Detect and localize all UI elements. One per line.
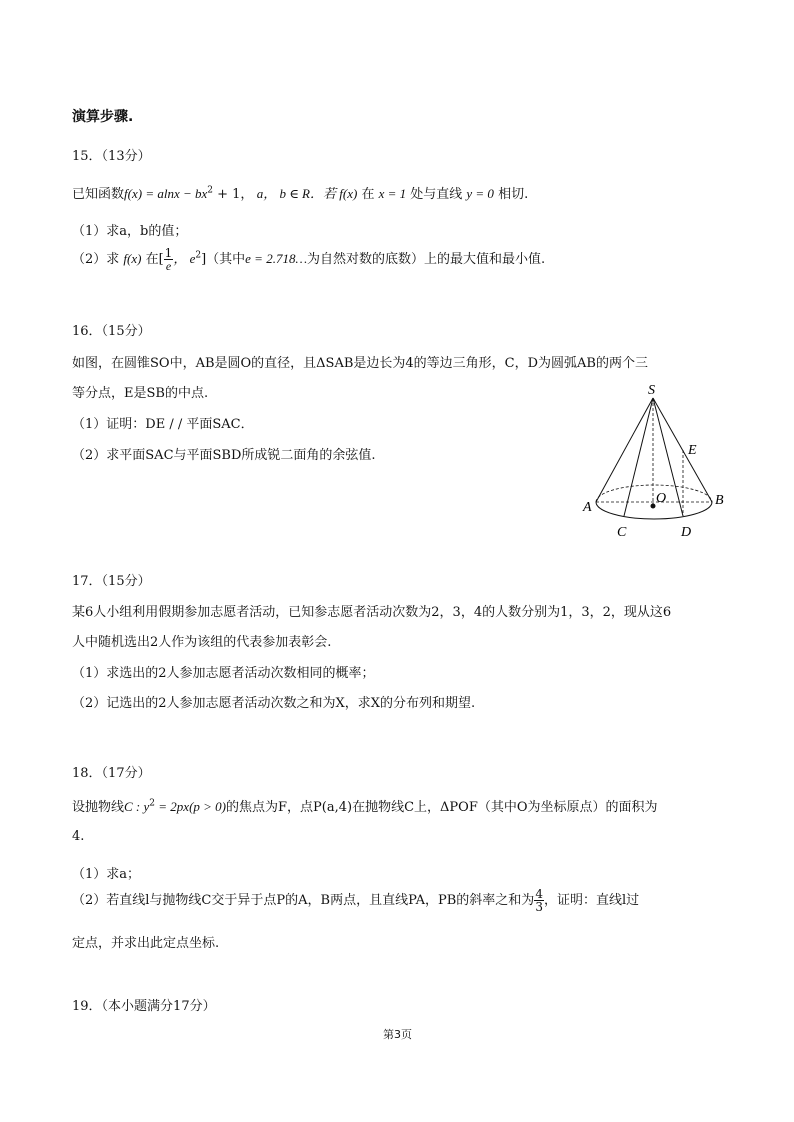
q17-line1: 某6人小组利用假期参加志愿者活动，已知参志愿者活动次数为2，3，4的人数分别为1，3，2，现从这6	[72, 605, 672, 620]
q15-part1: （1）求a，b的值；	[72, 224, 188, 239]
label-O: O	[656, 491, 667, 506]
cone-side-SA	[596, 398, 653, 502]
label-E: E	[688, 443, 697, 458]
fraction-4-over-3: $\frac{4}{3}$	[535, 887, 543, 914]
q17-number: 17．（15分）	[72, 574, 151, 589]
point-O	[651, 504, 656, 509]
q18-line2: 4.	[72, 829, 85, 844]
label-A: A	[583, 500, 592, 515]
q15-number: 15．（13分）	[72, 149, 151, 164]
label-B: B	[715, 493, 724, 508]
q17-part2: （2）记选出的2人参加志愿者活动次数之和为X，求X的分布列和期望.	[72, 696, 476, 711]
page-number: 第3页	[383, 1028, 412, 1041]
cone-side-SB	[653, 398, 712, 502]
label-S: S	[648, 383, 655, 398]
q19-number: 19．（本小题满分17分）	[72, 999, 216, 1014]
q18-part2: （2）若直线l与抛物线C交于异于点P的A，B两点，且直线PA，PB的斜率之和为 $\frac{4}{3}$ ，证明：直线l过	[72, 887, 640, 914]
q16-line1: 如图，在圆锥SO中，AB是圆O的直径，且ΔSAB是边长为4的等边三角形，C，D为圆弧AB的两个三	[72, 356, 648, 371]
fraction-1-over-e: $\frac{1}{e}$	[164, 246, 173, 273]
q18-number: 18．（17分）	[72, 766, 151, 781]
q18-part2-line2: 定点，并求出此定点坐标.	[72, 936, 220, 951]
q15-stem: 已知函数$f(x) = alnx - bx^2 + 1$， a， b ∈ R．若 f(x) 在 x = 1 处与直线 y = 0 相切.	[72, 185, 529, 202]
q17-part1: （1）求选出的2人参加志愿者活动次数相同的概率；	[72, 666, 375, 681]
q16-part2: （2）求平面SAC与平面SBD所成锐二面角的余弦值.	[72, 448, 376, 463]
label-C: C	[617, 525, 627, 540]
cone-figure	[575, 380, 740, 545]
base-back-arc	[596, 485, 712, 502]
q18-line1: 设抛物线C : $y^2 = 2px(p > 0)$的焦点为F，点P(a,4)在抛物线C上，ΔPOF（其中O为坐标原点）的面积为	[72, 798, 658, 815]
q16-number: 16．（15分）	[72, 324, 151, 339]
q16-part1: （1）证明：DE / / 平面SAC．	[72, 417, 254, 432]
q17-line2: 人中随机选出2人作为该组的代表参加表彰会.	[72, 635, 332, 650]
q18-part1: （1）求a；	[72, 867, 141, 882]
q16-line2: 等分点，E是SB的中点.	[72, 386, 209, 401]
q15-part2: （2）求 f(x) 在[ $\frac{1}{e}$ ， $e^2$]（其中e = 2.718…为自然对数的底数）上的最大值和最小值.	[72, 246, 546, 273]
section-header: 演算步骤.	[72, 109, 134, 125]
segment-SC	[624, 398, 653, 516]
label-D: D	[681, 525, 692, 540]
